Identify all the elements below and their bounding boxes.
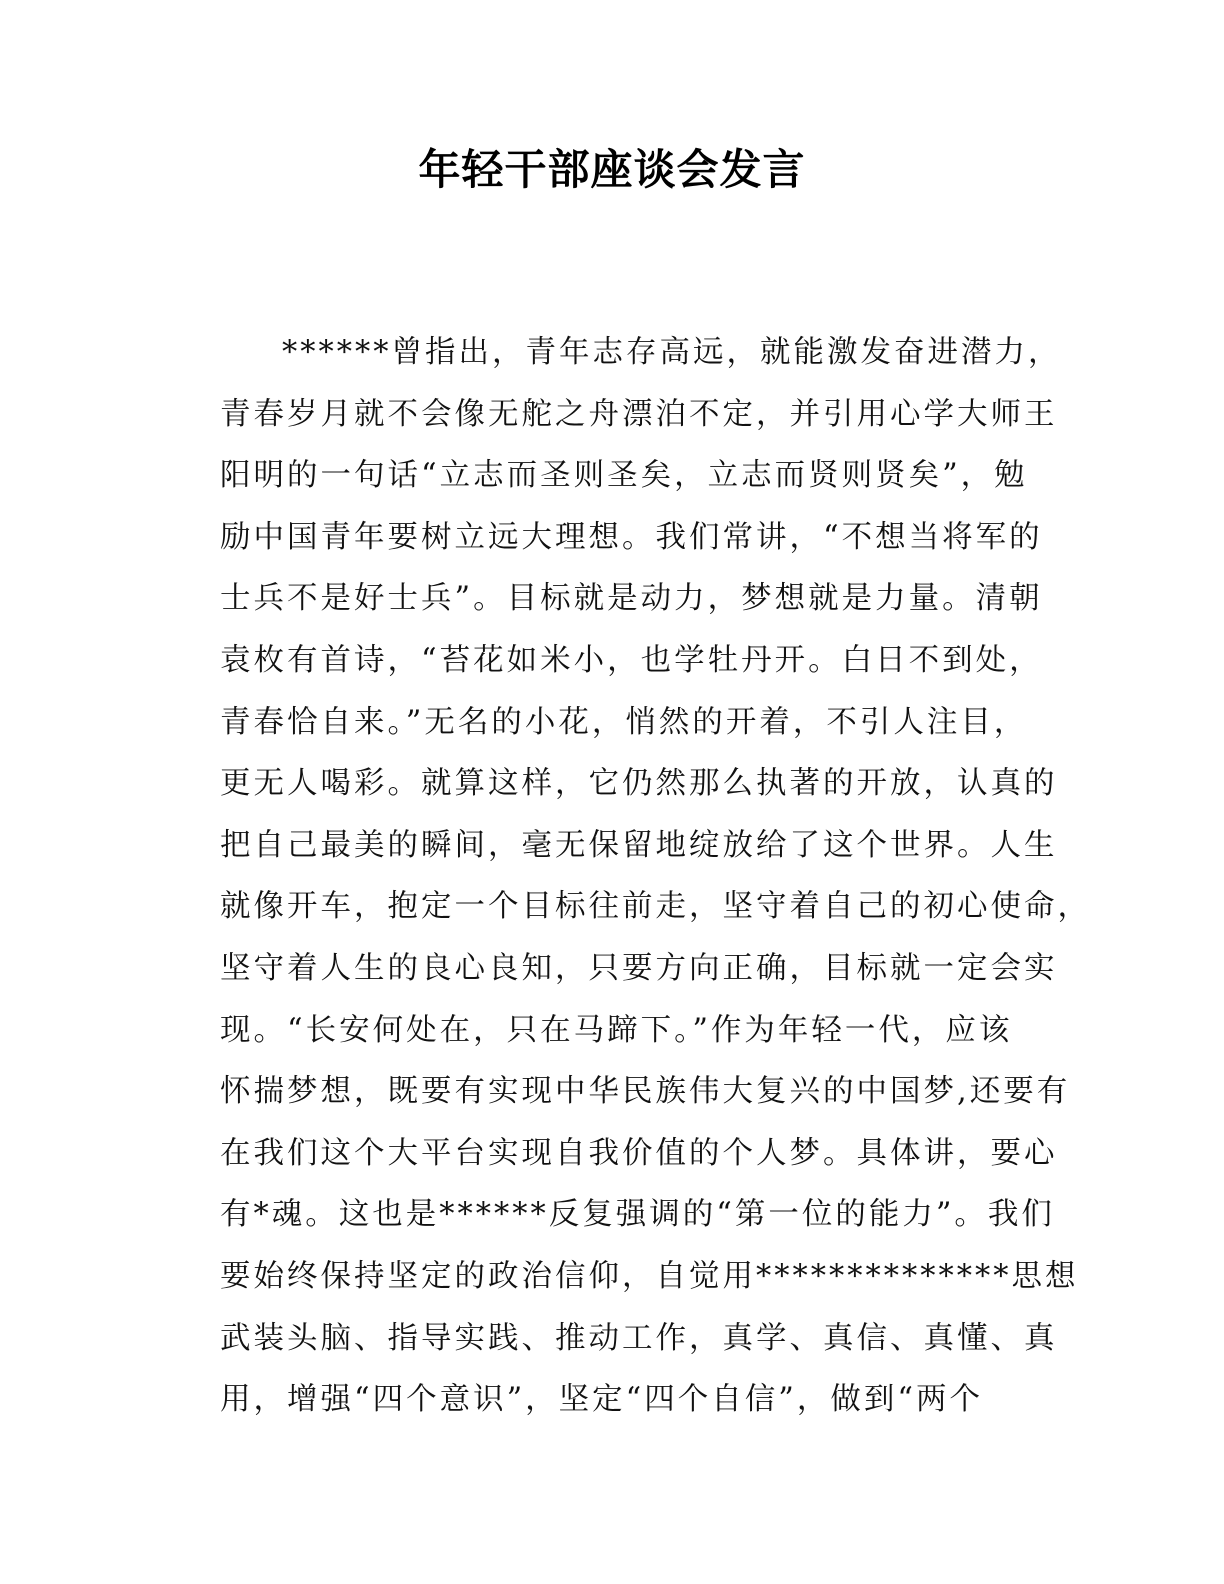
- body-line: 青春岁月就不会像无舵之舟漂泊不定，并引用心学大师王: [220, 396, 1058, 432]
- body-line: ******曾指出，青年志存高远，就能激发奋进潜力，: [282, 335, 1062, 370]
- body-line: 袁枚有首诗，“苔花如米小，也学牡丹开。白日不到处，: [220, 642, 1043, 678]
- body-line: 阳明的一句话“立志而圣则圣矣，立志而贤则贤矣”，勉: [220, 458, 1028, 494]
- body-line: 青春恰自来。”无名的小花，悄然的开着，不引人注目，: [220, 704, 1028, 740]
- body-line: 士兵不是好士兵”。目标就是动力，梦想就是力量。清朝: [220, 581, 1043, 617]
- body-line: 把自己最美的瞬间，毫无保留地绽放给了这个世界。人生: [220, 827, 1058, 863]
- body-line: 就像开车，抱定一个目标往前走，坚守着自己的初心使命，: [220, 889, 1091, 925]
- body-line: 励中国青年要树立远大理想。我们常讲，“不想当将军的: [220, 519, 1043, 555]
- body-line: 有*魂。这也是******反复强调的“第一位的能力”。我们: [220, 1197, 1055, 1233]
- body-line: 在我们这个大平台实现自我价值的个人梦。具体讲，要心: [220, 1135, 1058, 1171]
- body-line: 武装头脑、指导实践、推动工作，真学、真信、真懂、真: [220, 1320, 1058, 1356]
- body-line: 要始终保持坚定的政治信仰，自觉用**************思想: [220, 1258, 1079, 1294]
- body-line: 坚守着人生的良心良知，只要方向正确，目标就一定会实: [220, 950, 1058, 986]
- body-line: 更无人喝彩。就算这样，它仍然那么执著的开放，认真的: [220, 766, 1058, 802]
- body-line: 用，增强“四个意识”，坚定“四个自信”，做到“两个: [220, 1382, 983, 1418]
- body-line: 现。“长安何处在，只在马蹄下。”作为年轻一代，应该: [220, 1012, 1013, 1048]
- body-line: 怀揣梦想，既要有实现中华民族伟大复兴的中国梦,还要有: [220, 1074, 1071, 1110]
- document-body: [220, 322, 1091, 1431]
- document-title: 年轻干部座谈会发言: [418, 145, 806, 194]
